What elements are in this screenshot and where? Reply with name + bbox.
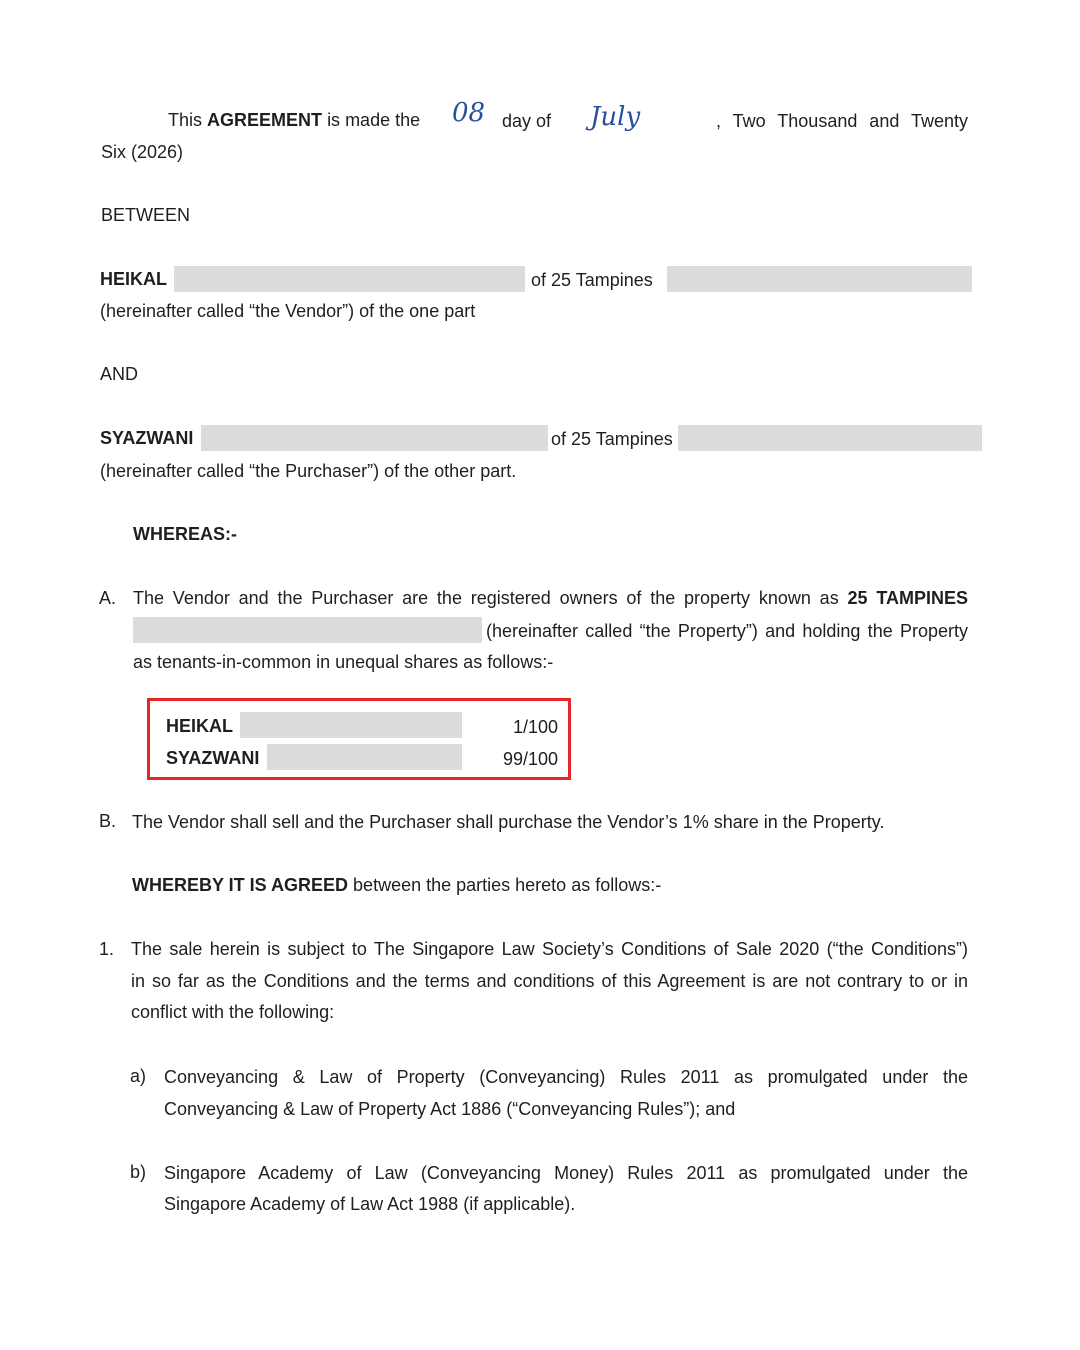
vendor-role-line: (hereinafter called “the Vendor”) of the one part	[100, 301, 476, 321]
purchaser-name-redaction	[201, 425, 548, 451]
agreed-line	[132, 874, 661, 896]
sub-a-line2: Conveyancing & Law of Property Act 1886 (“Conveyancing Rules”); and	[164, 1099, 736, 1119]
vendor-name-redaction	[174, 266, 525, 292]
recital-a-line1-text: The Vendor and the Purchaser are the registered owners of the property known as	[133, 588, 839, 608]
sub-a-marker: a)	[130, 1066, 147, 1086]
vendor-name: HEIKAL	[100, 269, 167, 289]
share-name-purchaser: SYAZWANI	[166, 748, 260, 768]
handwritten-month: July	[590, 102, 641, 132]
agreed-rest: between the parties hereto as follows:-	[353, 875, 662, 895]
purchaser-address-redaction	[678, 425, 982, 451]
recital-a-line3: as tenants-in-common in unequal shares as follows:-	[133, 652, 554, 672]
purchaser-address-prefix: of 25 Tampines	[551, 429, 673, 449]
agreed-bold: WHEREBY IT IS AGREED	[132, 875, 349, 895]
sub-b-line2: Singapore Academy of Law Act 1988 (if applicable).	[164, 1194, 576, 1214]
clause-1-marker: 1.	[99, 939, 115, 959]
whereas-label: WHEREAS:-	[133, 524, 237, 544]
recital-a-marker: A.	[99, 588, 117, 608]
vendor-address-prefix: of 25 Tampines	[531, 270, 653, 290]
share-fraction-vendor: 1/100	[512, 717, 558, 737]
recital-a-property-name: 25 TAMPINES	[847, 588, 968, 608]
between-label: BETWEEN	[101, 205, 191, 225]
agreement-word: AGREEMENT	[207, 110, 323, 130]
clause-1-line1: The sale herein is subject to The Singapore Law Society’s Conditions of Sale 2020 (“the Conditions”)	[131, 939, 968, 959]
property-address-redaction	[133, 617, 482, 643]
purchaser-role-line: (hereinafter called “the Purchaser”) of the other part.	[100, 461, 517, 481]
shares-highlight-box	[147, 698, 571, 780]
share-fraction-purchaser: 99/100	[502, 749, 558, 769]
purchaser-name: SYAZWANI	[100, 428, 194, 448]
clause-1-line2: in so far as the Conditions and the terms and conditions of this Agreement is are not contrary to or in	[131, 971, 968, 991]
recital-a-line1	[133, 587, 968, 609]
intro-year-cont: Six (2026)	[101, 142, 184, 162]
sub-b-marker: b)	[130, 1162, 147, 1182]
intro-prefix: This	[168, 110, 203, 130]
intro-day-of: day of	[502, 111, 552, 131]
recital-b-text: The Vendor shall sell and the Purchaser shall purchase the Vendor’s 1% share in the Property.	[132, 812, 885, 832]
share-name-vendor: HEIKAL	[166, 716, 233, 736]
share-purchaser-redaction	[267, 744, 462, 770]
clause-1-line3: conflict with the following:	[131, 1002, 335, 1022]
recital-a-line2: (hereinafter called “the Property”) and holding the Property	[486, 621, 968, 641]
vendor-address-redaction	[667, 266, 972, 292]
recital-b-marker: B.	[99, 811, 117, 831]
handwritten-day: 08	[452, 98, 486, 128]
share-vendor-redaction	[240, 712, 462, 738]
sub-b-line1: Singapore Academy of Law (Conveyancing Money) Rules 2011 as promulgated under the	[164, 1163, 968, 1183]
and-label: AND	[100, 364, 139, 384]
intro-line	[168, 109, 420, 131]
sub-a-line1: Conveyancing & Law of Property (Conveyancing) Rules 2011 as promulgated under the	[164, 1067, 968, 1087]
intro-year-words: , Two Thousand and Twenty	[716, 111, 968, 131]
intro-made-the: is made the	[327, 110, 421, 130]
